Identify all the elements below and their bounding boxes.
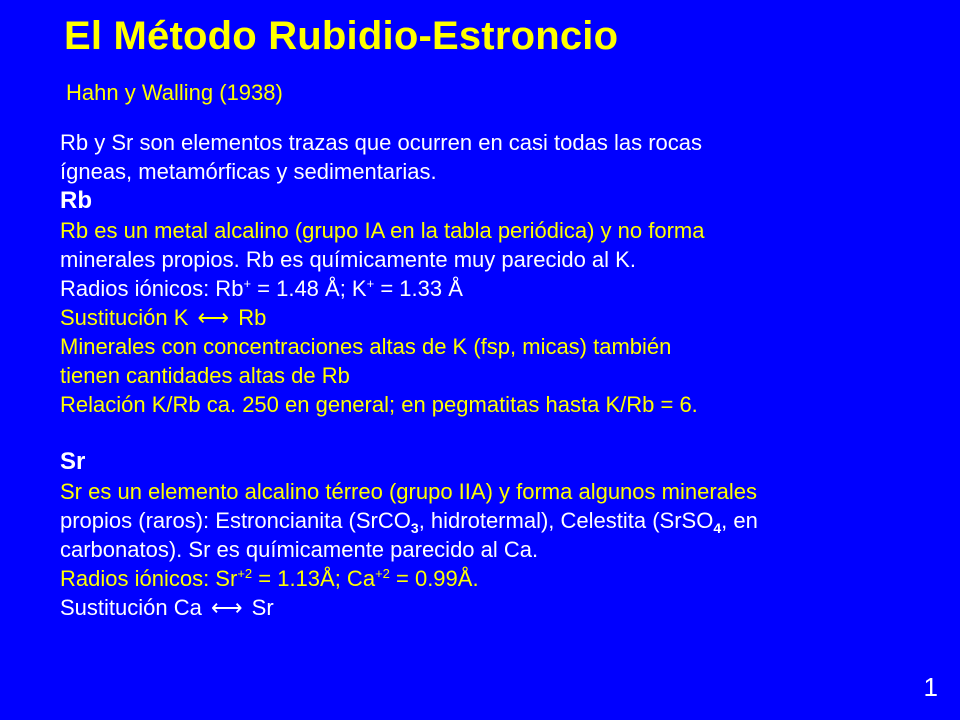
rb-substitution-left: Sustitución K [60, 305, 189, 330]
rb-radii-mid: = 1.48 Å; K [251, 276, 367, 301]
double-arrow-icon: ⟷ [210, 595, 243, 620]
slide-title: El Método Rubidio-Estroncio [64, 14, 619, 58]
page-number: 1 [923, 672, 938, 702]
slide-subtitle: Hahn y Walling (1938) [66, 80, 283, 105]
double-arrow-icon: ⟷ [197, 305, 230, 330]
rb-line-7: Relación K/Rb ca. 250 en general; en pegmatitas hasta K/Rb = 6. [60, 392, 698, 417]
rb-radii-sup-1: + [243, 276, 252, 291]
rb-ionic-radii [60, 274, 940, 303]
rb-radii-sup-2: + [366, 276, 375, 291]
sr-heading: Sr [60, 448, 86, 475]
sr-line-1: Sr es un elemento alcalino térreo (grupo IIA) y forma algunos minerales [60, 479, 758, 504]
sr-line-2-sub-1: 3 [410, 520, 419, 536]
rb-substitution [60, 303, 940, 332]
sr-line-2 [60, 506, 940, 535]
rb-substitution-right: Rb [238, 305, 267, 330]
rb-line-5: Minerales con concentraciones altas de K (fsp, micas) también [60, 334, 672, 359]
rb-radii-suffix: = 1.33 Å [374, 276, 463, 301]
sr-line-2-a: propios (raros): Estroncianita (SrCO [60, 508, 411, 533]
intro-line-1: Rb y Sr son elementos trazas que ocurren en casi todas las rocas [60, 130, 702, 155]
sr-radii-mid: = 1.13Å; Ca [252, 566, 376, 591]
sr-line-2-sub-2: 4 [713, 520, 722, 536]
sr-line-2-c: , en [721, 508, 758, 533]
sr-line-3: carbonatos). Sr es químicamente parecido al Ca. [60, 537, 539, 562]
rb-heading: Rb [60, 187, 92, 214]
rb-line-6: tienen cantidades altas de Rb [60, 363, 350, 388]
sr-substitution-right: Sr [251, 595, 274, 620]
rb-line-1: Rb es un metal alcalino (grupo IA en la tabla periódica) y no forma [60, 218, 705, 243]
sr-substitution [60, 593, 940, 622]
sr-radii-sup-1: +2 [237, 566, 253, 581]
rb-radii-prefix: Radios iónicos: Rb [60, 276, 244, 301]
rb-line-2: minerales propios. Rb es químicamente muy parecido al K. [60, 247, 636, 272]
slide-body [60, 128, 940, 622]
sr-radii-suffix: = 0.99Å. [389, 566, 479, 591]
sr-substitution-left: Sustitución Ca [60, 595, 202, 620]
sr-line-2-b: , hidrotermal), Celestita (SrSO [418, 508, 714, 533]
section-spacer [60, 419, 940, 447]
sr-radii-sup-2: +2 [375, 566, 390, 581]
sr-radii-prefix: Radios iónicos: Sr [60, 566, 238, 591]
intro-line-2: ígneas, metamórficas y sedimentarias. [60, 159, 437, 184]
sr-ionic-radii [60, 564, 940, 593]
